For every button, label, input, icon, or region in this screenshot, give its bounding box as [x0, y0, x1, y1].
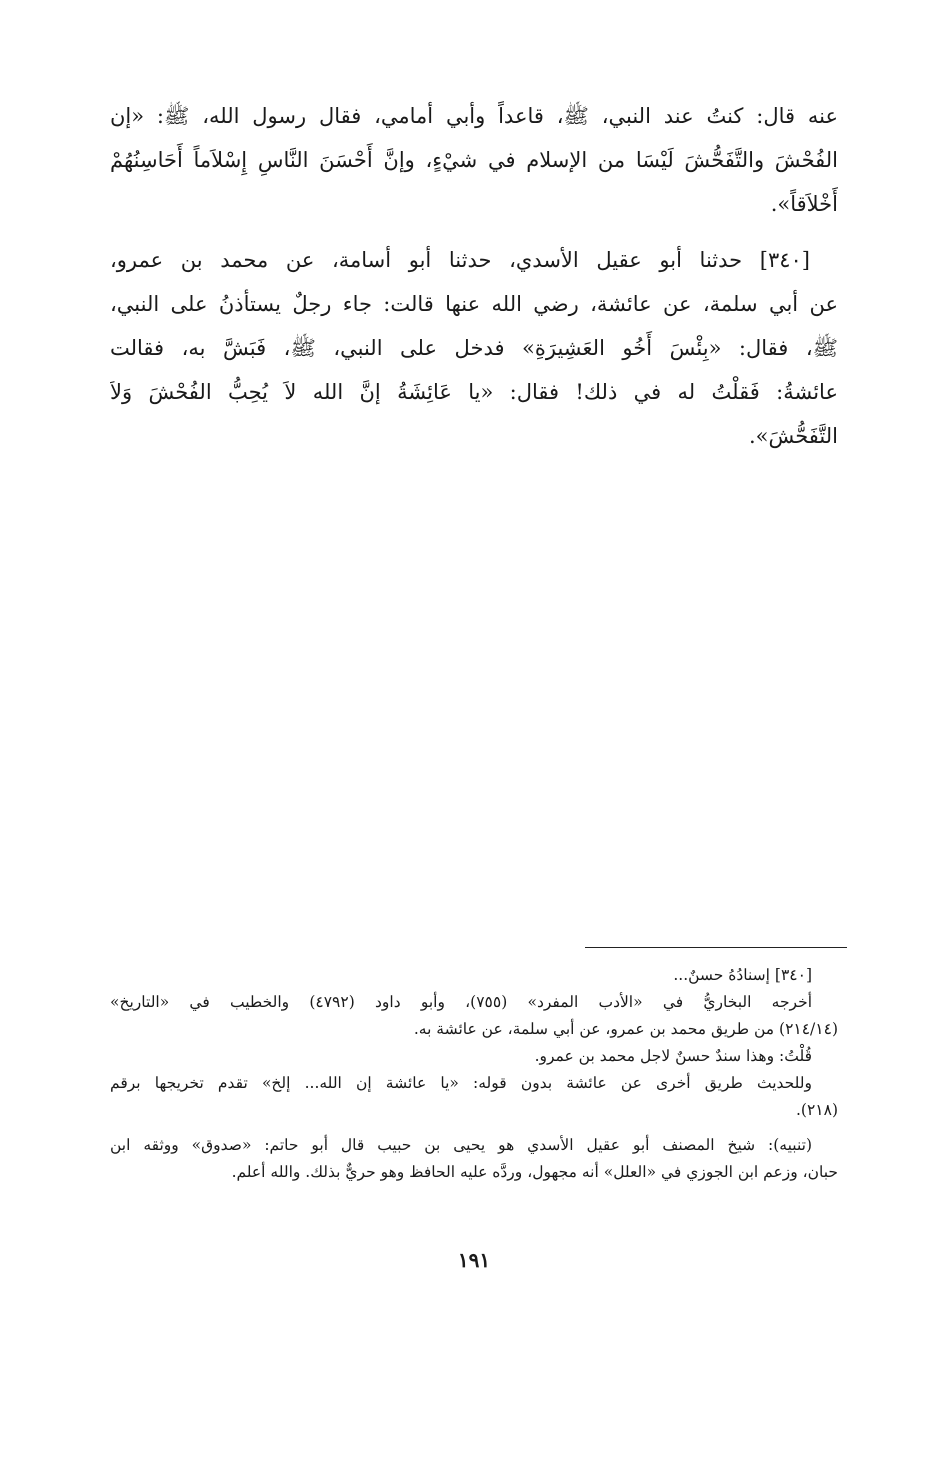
footnotes	[110, 962, 838, 1186]
footnote-line: (تنبيه): شيخ المصنف أبو عقيل الأسدي هو يحيى بن حبيب قال أبو حاتم: «صدوق» ووثقه ابن	[110, 1136, 812, 1154]
text-line: عن أبي سلمة، عن عائشة، رضي الله عنها قالت: جاء رجلٌ يستأذنُ على النبي،	[110, 292, 838, 316]
footnote-line: أخرجه البخاريُّ في «الأدب المفرد» (٧٥٥)، وأبو داود (٤٧٩٢) والخطيب في «التاريخ»	[110, 993, 812, 1011]
footnote-line: قُلْتُ: وهذا سندٌ حسنٌ لاجل محمد بن عمرو.	[534, 1047, 812, 1065]
text-line: عنه قال: كنتُ عند النبي، ﷺ، قاعداً وأبي أمامي، فقال رسول الله، ﷺ: «إن	[110, 104, 838, 128]
hadith-340-paragraph	[110, 238, 838, 458]
footnote-line: وللحديث طريق أخرى عن عائشة بدون قوله: «يا عائشة إن الله... إلخ» تقدم تخريجها برقم	[110, 1074, 812, 1092]
footnote-line: حبان، وزعم ابن الجوزي في «العلل» أنه مجهول، وردَّه عليه الحافظ وهو حريٌّ بذلك. والله أعلم.	[231, 1163, 838, 1181]
page-number: ١٩١	[457, 1248, 491, 1272]
hadith-339-paragraph	[110, 94, 838, 226]
text-line: الفُحْشَ والتَّفَحُّشَ لَيْسَا من الإسلام في شيْءٍ، وإنَّ أَحْسَنَ النَّاسِ إِسْلاَماً أَحَاسِنُهُمْ	[110, 148, 838, 172]
footnote-line: [٣٤٠] إسنادُهُ حسنٌ...	[673, 966, 812, 984]
footnote-line: (٢١٤/١٤) من طريق محمد بن عمرو، عن أبي سلمة، عن عائشة به.	[413, 1020, 838, 1038]
text-line: أَخْلاَقاً».	[770, 192, 838, 216]
text-line: [٣٤٠] حدثنا أبو عقيل الأسدي، حدثنا أبو أسامة، عن محمد بن عمرو،	[110, 248, 810, 272]
text-line: التَّفَحُّشَ».	[748, 424, 838, 448]
text-line: ﷺ، فقال: «بِئْسَ أَخُو العَشِيرَةِ» فدخل على النبي، ﷺ، فَبَشَّ به، فقالت	[110, 336, 838, 360]
footnote-gap	[110, 1124, 838, 1132]
footnote-line: (٢١٨).	[795, 1101, 838, 1119]
footnote-separator	[585, 947, 847, 948]
text-line: عائشةُ: فَقلْتُ له في ذلك! فقال: «يا عَائِشَةُ إنَّ الله لاَ يُحِبُّ الفُحْشَ وَلاَ	[110, 380, 838, 404]
